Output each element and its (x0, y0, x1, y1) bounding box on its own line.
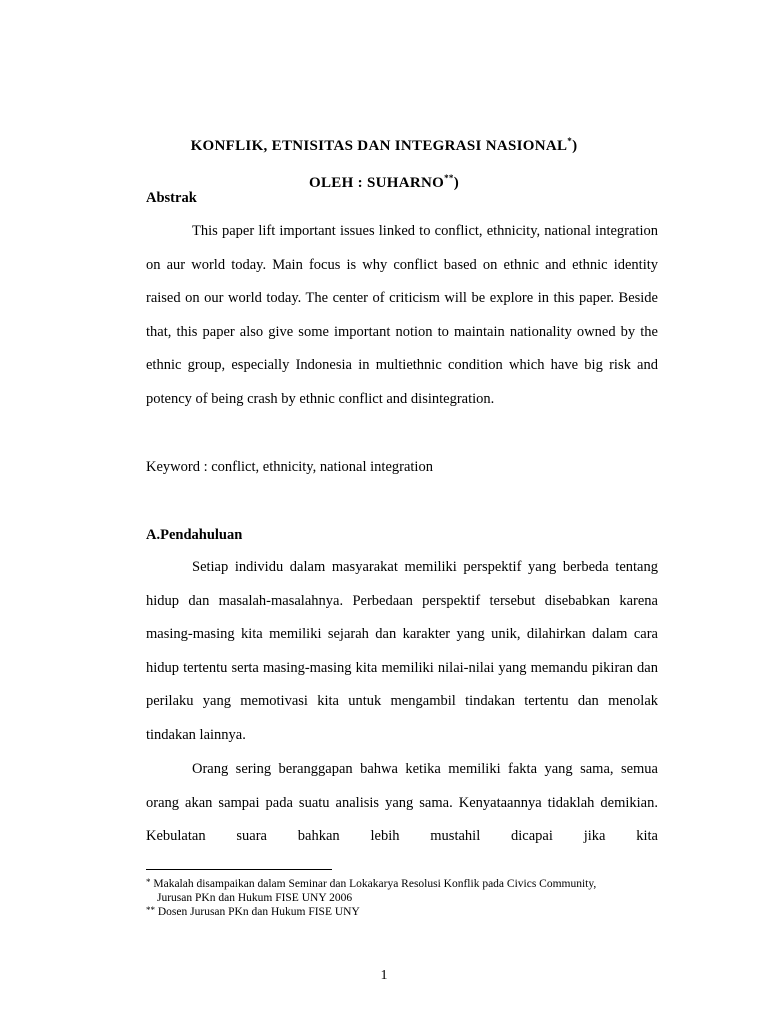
abstract-heading: Abstrak (146, 190, 197, 206)
footnote-2-mark: ** (146, 905, 155, 915)
author-line: OLEH : SUHARNO**) (309, 173, 459, 191)
footnote-1-mark: * (146, 877, 151, 887)
footnote-1: * Makalah disampaikan dalam Seminar dan Lokakarya Resolusi Konflik pada Civics Community, Jurusan PKn dan Hukum FISE UNY 2006 (146, 877, 597, 904)
intro-paragraph-2: Orang sering beranggapan bahwa ketika memiliki fakta yang sama, semua orang akan sampai pada suatu analisis yang sama. Kenyataannya tidaklah demikian. Kebulatan suara bahkan lebih mustahil dicapai jika kita (146, 761, 658, 845)
footnote-2: ** Dosen Jurusan PKn dan Hukum FISE UNY (146, 905, 360, 918)
author-footnote-mark: ** (444, 173, 454, 183)
keywords-line: Keyword : conflict, ethnicity, national integration (146, 459, 433, 475)
paper-title: KONFLIK, ETNISITAS DAN INTEGRASI NASIONAL*) (190, 136, 578, 154)
title-footnote-mark: * (567, 136, 573, 146)
footnote-separator (146, 869, 332, 870)
section-heading-pendahuluan: A.Pendahuluan (146, 527, 243, 543)
page-number: 1 (380, 968, 388, 983)
intro-paragraph-1: Setiap individu dalam masyarakat memiliki perspektif yang berbeda tentang hidup dan masalah-masalahnya. Perbedaan perspektif tersebut disebabkan karena masing-masing kita memiliki sejarah dan karakter yang unik, dilahirkan dalam cara hidup tertentu serta masing-masing kita memiliki nilai-nilai yang memandu pikiran dan perilaku yang memotivasi kita untuk mengambil tindakan tertentu dan menolak tindakan lainnya. (146, 559, 658, 743)
abstract-body: This paper lift important issues linked to conflict, ethnicity, national integration on aur world today. Main focus is why conflict based on ethnic and ethnic identity raised on our world today. The center of criticism will be explore in this paper. Beside that, this paper also give some important notion to maintain nationality owned by the ethnic group, especially Indonesia in multiethnic condition which have big risk and potency of being crash by ethnic conflict and disintegration. (146, 223, 658, 407)
